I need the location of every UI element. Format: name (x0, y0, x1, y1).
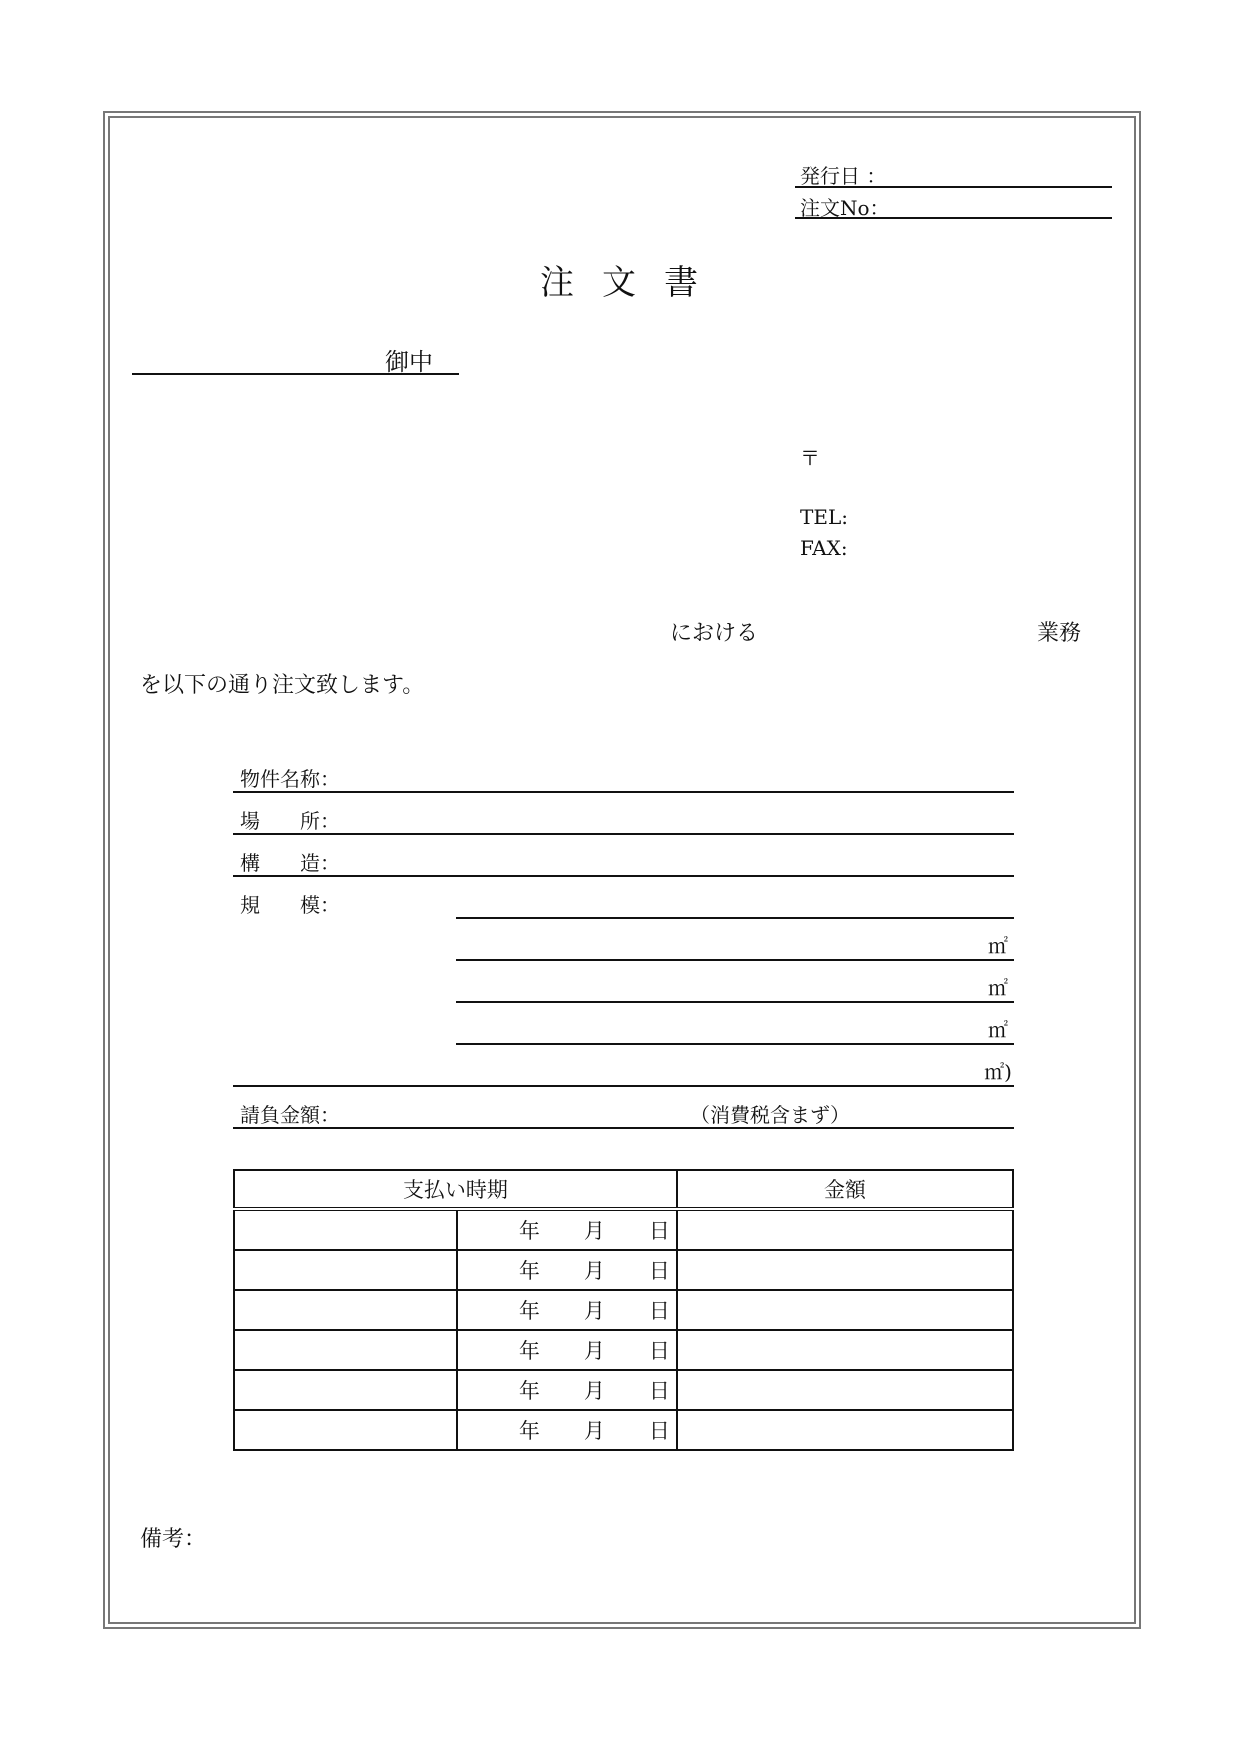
payment-amount-cell (677, 1410, 1013, 1450)
structure-label: 構 造： (240, 851, 340, 875)
work-text: 業務 (1037, 621, 1082, 646)
recipient-line (132, 373, 459, 375)
payment-amount-cell (677, 1290, 1013, 1330)
payment-item-cell (234, 1209, 457, 1250)
location-label: 場 所： (240, 809, 340, 833)
payment-item-cell (234, 1410, 457, 1450)
table-row (234, 1250, 1013, 1290)
payment-item-cell (234, 1290, 457, 1330)
payment-amount-cell (677, 1250, 1013, 1290)
table-row (234, 1290, 1013, 1330)
payment-item-cell (234, 1330, 457, 1370)
contract-amount-line (233, 1127, 1014, 1129)
payment-item-cell (234, 1250, 457, 1290)
postal-mark: 〒 (800, 446, 820, 470)
tel-label: TEL: (800, 505, 848, 529)
in-text: における (670, 621, 759, 646)
location-line (233, 833, 1014, 835)
table-row (234, 1370, 1013, 1410)
order-no-line (795, 217, 1112, 219)
area-unit-3: ㎡ (988, 1018, 1008, 1042)
payment-table (233, 1169, 1014, 1451)
area-unit-2: ㎡ (988, 976, 1008, 1000)
contract-amount-label: 請負金額： (240, 1103, 340, 1127)
payment-date-cell: 年 月 日 (457, 1410, 677, 1450)
tax-note: （消費税含まず） (690, 1103, 850, 1127)
scale-line-4 (456, 1043, 1014, 1045)
scale-line-2 (456, 959, 1014, 961)
payment-date-cell: 年 月 日 (457, 1330, 677, 1370)
payment-amount-cell (677, 1209, 1013, 1250)
order-no-label: 注文No： (800, 196, 890, 220)
property-name-line (233, 791, 1014, 793)
payment-amount-cell (677, 1330, 1013, 1370)
property-name-label: 物件名称： (240, 767, 340, 791)
area-unit-4: ㎡) (984, 1060, 1012, 1084)
area-unit-1: ㎡ (988, 934, 1008, 958)
scale-label: 規 模： (240, 893, 340, 917)
payment-item-cell (234, 1370, 457, 1410)
structure-line (233, 875, 1014, 877)
payment-date-cell: 年 月 日 (457, 1250, 677, 1290)
header-amount: 金額 (677, 1170, 1013, 1209)
page-title: 注文書 (540, 263, 726, 303)
payment-date-cell: 年 月 日 (457, 1209, 677, 1250)
table-row (234, 1410, 1013, 1450)
remarks-label: 備考： (140, 1527, 207, 1552)
table-row (234, 1330, 1013, 1370)
header-payment-period: 支払い時期 (234, 1170, 677, 1209)
order-text: を以下の通り注文致します。 (140, 673, 425, 698)
scale-line-3 (456, 1001, 1014, 1003)
scale-line-1 (456, 917, 1014, 919)
recipient-suffix: 御中 (385, 348, 433, 376)
payment-amount-cell (677, 1370, 1013, 1410)
fax-label: FAX: (800, 536, 848, 560)
table-row (234, 1209, 1013, 1250)
payment-date-cell: 年 月 日 (457, 1370, 677, 1410)
issue-date-line (795, 186, 1112, 188)
payment-date-cell: 年 月 日 (457, 1290, 677, 1330)
payment-table-header (234, 1170, 1013, 1209)
scale-end-line (233, 1085, 1014, 1087)
issue-date-label: 発行日 ： (800, 164, 887, 188)
